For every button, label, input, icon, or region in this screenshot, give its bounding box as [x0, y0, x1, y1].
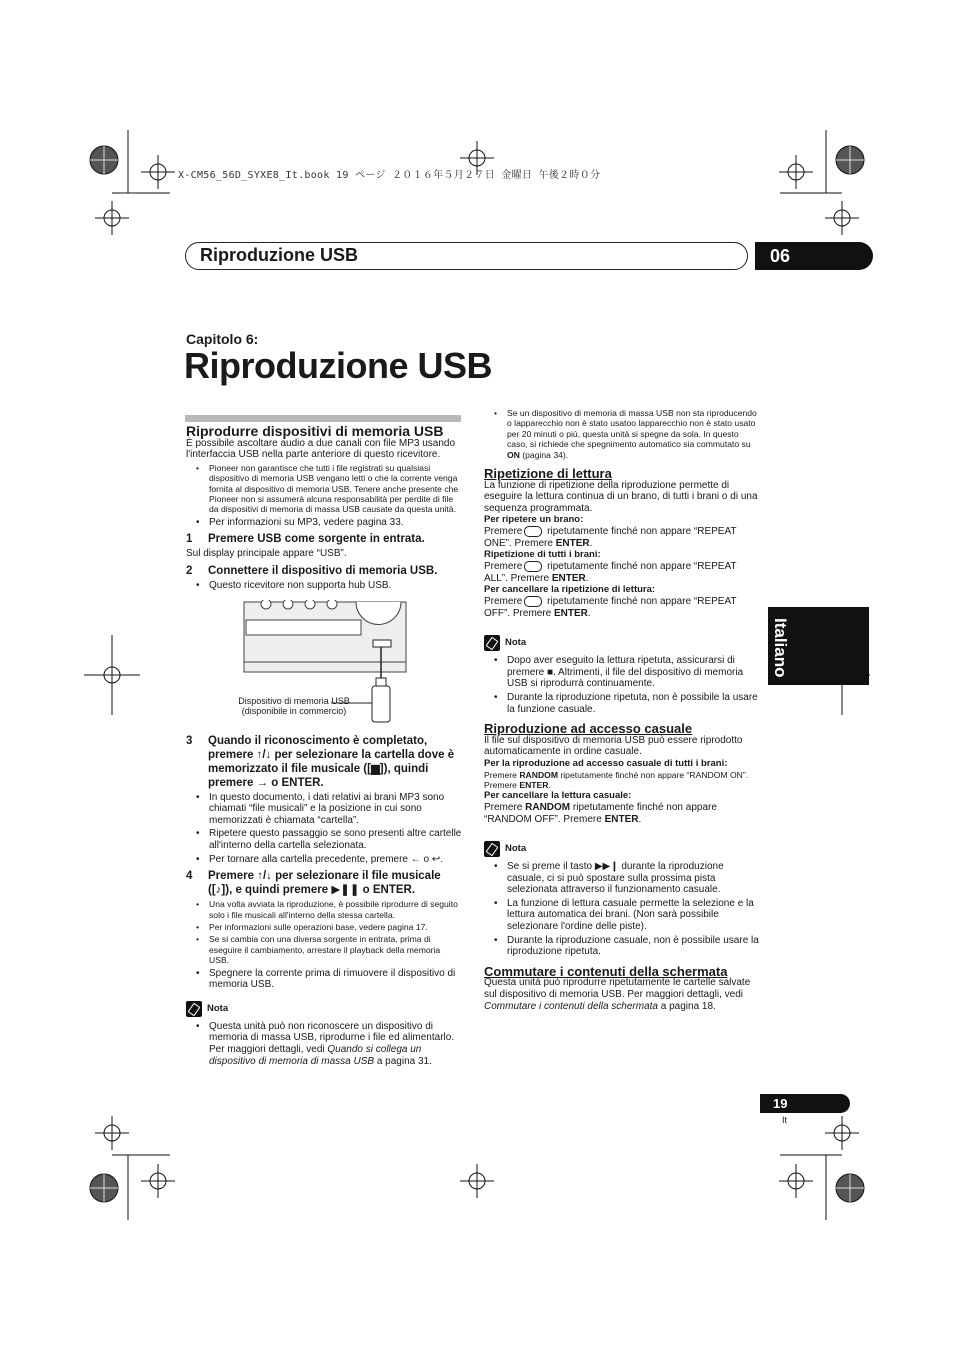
random-intro: Il file sul dispositivo di memoria USB può essere riprodotto automaticamente in ordine casuale.: [484, 734, 743, 758]
crosshair-mark: [825, 1116, 859, 1150]
repeat-icon: [524, 561, 542, 572]
note-icon: [484, 841, 500, 857]
list-item: • Se si cambia con una diversa sorgente in entrata, prima di eseguire il cambiamento, arrestare il playback della memoria USB.: [209, 934, 462, 965]
intro-paragraph: È possibile ascoltare audio a due canali con file MP3 usando l'interfaccia USB nella parte anteriore di questo ricevitore.: [186, 437, 456, 461]
chapter-label: Capitolo 6:: [186, 331, 259, 347]
note-item: • Durante la riproduzione casuale, non è possibile usare la riproduzione ripetuta.: [507, 935, 760, 958]
crosshair-mark: [779, 1164, 813, 1198]
step-1-text: Sul display principale appare “USB”.: [186, 548, 347, 560]
chapter-number-badge: 06: [755, 242, 873, 270]
list-item: • Una volta avviata la riproduzione, è possibile riprodurre di seguito solo i file musicali all'interno della stessa cartella.: [209, 899, 462, 920]
diagram-caption: Dispositivo di memoria USB: [238, 695, 350, 706]
list-item: • Per informazioni su MP3, vedere pagina 33.: [209, 517, 462, 529]
crosshair-mark: [825, 201, 859, 235]
repeat-off-label: Per cancellare la ripetizione di lettura:: [484, 584, 656, 596]
step-4: 4 Premere ↑/↓ per selezionare il file musicale ([♪]), e quindi premere ▶❚❚ o ENTER.: [186, 870, 441, 897]
random-off-label: Per cancellare la lettura casuale:: [484, 790, 632, 802]
section-header-title: Riproduzione USB: [200, 245, 358, 265]
list-item: • Spegnere la corrente prima di rimuovere il dispositivo di memoria USB.: [209, 968, 462, 991]
crosshair-mark: [95, 201, 129, 235]
list-item: • Questo ricevitore non supporta hub USB.: [209, 580, 462, 592]
crosshair-mark: [460, 1164, 494, 1198]
note-item: • Dopo aver eseguito la lettura ripetuta, assicurarsi di premere ■. Altrimenti, il file del dispositivo di memoria USB si riprodurrà continuamente.: [507, 655, 760, 690]
note-header: Nota: [186, 1001, 462, 1017]
note-item: • Durante la riproduzione ripetuta, non è possibile la usare la funzione casuale.: [507, 692, 760, 715]
random-on-text: Premere RANDOM ripetutamente finché non appare “RANDOM ON”. Premere ENTER.: [484, 769, 749, 790]
step-3: 3 Quando il riconoscimento è completato, premere ↑/↓ per selezionare la cartella dove è memorizzato il file musicale ([▆]), quindi premere → o ENTER.: [186, 734, 455, 789]
usb-connection-diagram: [206, 600, 426, 730]
repeat-heading: Ripetizione di lettura: [484, 466, 612, 482]
note-header: Nota: [484, 841, 760, 857]
list-item: • Pioneer non garantisce che tutti i file registrati su qualsiasi dispositivo di memoria USB vengano letti o che la corrente venga fornita al dispositivo di memoria USB. Tenere anche presente che Pioneer non si assumerà alcuna responsabilità per perdite di file da dispositivi di memoria di massa USB causate da questa unità.: [209, 463, 462, 515]
note-icon: [186, 1001, 202, 1017]
page-title: Riproduzione USB: [184, 345, 492, 386]
language-tab-label: Italiano: [771, 618, 790, 678]
repeat-icon: [524, 526, 542, 537]
random-on-label: Per la riproduzione ad accesso casuale di tutti i brani:: [484, 757, 728, 769]
list-item: • Per informazioni sulle operazioni base, vedere pagina 17.: [209, 922, 462, 932]
crosshair-mark: [141, 155, 175, 189]
repeat-off-text: Premere ripetutamente finché non appare “REPEAT OFF”. Premere ENTER.: [484, 595, 737, 619]
right-column: [484, 408, 760, 1012]
section-heading: Riprodurre dispositivi di memoria USB: [186, 423, 444, 439]
list-item: • Se un dispositivo di memoria di massa USB non sta riproducendo o lapparecchio non è stato usatoo lapparecchio non è stato usato per 20 minuti o più, questa unità si spegne da sola. In questo caso, si richiede che spegnimento automatico sia commutato su ON (pagina 34).: [507, 408, 760, 460]
note-item: • La funzione di lettura casuale permette la selezione e la lettura automatica dei brani. (Non sarà possibile selezionare l'ordine delle piste).: [507, 898, 760, 933]
random-heading: Riproduzione ad accesso casuale: [484, 721, 693, 737]
list-item: • In questo documento, i dati relativi ai brani MP3 sono chiamati “file musicali” e la posizione in cui sono memorizzati è chiamata “cartella”.: [209, 792, 462, 827]
note-item: • Questa unità può non riconoscere un dispositivo di memoria di massa USB, riprodurne i file ed alimentarlo. Per maggiori dettagli, vedi Quando si collega un dispositivo di memoria di massa USB a pagina 31.: [209, 1021, 462, 1067]
left-column: [186, 423, 462, 1069]
switch-heading: Commutare i contenuti della schermata: [484, 963, 728, 979]
note-item: • Se si preme il tasto ▶▶❙ durante la riproduzione casuale, ci si può spostare sulla prossima pista selezionata attraverso il funzionamento casuale.: [507, 861, 760, 896]
repeat-all-text: Premere ripetutamente finché non appare “REPEAT ALL”. Premere ENTER.: [484, 561, 737, 584]
section-divider: [185, 415, 461, 422]
repeat-one-text: Premere ripetutamente finché non appare “REPEAT ONE”. Premere ENTER.: [484, 526, 737, 549]
note-header: Nota: [484, 635, 760, 651]
page-language-code: It: [782, 1115, 788, 1125]
repeat-all-label: Ripetizione di tutti i brani:: [484, 549, 601, 561]
note-icon: [484, 635, 500, 651]
crosshair-mark: [84, 635, 140, 715]
switch-text: Questa unità può riprodurre ripetutamente le cartelle salvate sul dispositivo di memoria USB. Per maggiori dettagli, vedi Commutare i contenuti della schermata a pagina 18.: [484, 977, 751, 1012]
repeat-intro: La funzione di ripetizione della riproduzione permette di eseguire la lettura continua di un brano, di tutti i brani o di una sequenza programmata.: [484, 479, 758, 514]
list-item: • Ripetere questo passaggio se sono presenti altre cartelle all'interno della cartella selezionata.: [209, 828, 462, 851]
random-off-text: Premere RANDOM ripetutamente finché non appare “RANDOM OFF”. Premere ENTER.: [484, 801, 717, 825]
book-info-line: X-CM56_56D_SYXE8_It.book 19 ページ ２０１６年５月２７日 金曜日 午後２時０分: [178, 170, 601, 181]
page-number-badge: 19: [760, 1094, 850, 1113]
crosshair-mark: [95, 1116, 129, 1150]
repeat-one-label: Per ripetere un brano:: [484, 514, 584, 526]
diagram-caption: (disponibile in commercio): [241, 705, 347, 716]
repeat-icon: [524, 596, 542, 607]
step-1: 1 Premere USB come sorgente in entrata.: [186, 533, 425, 546]
crosshair-mark: [141, 1164, 175, 1198]
list-item: • Per tornare alla cartella precedente, premere ← o ↩.: [209, 854, 462, 866]
step-2: 2 Connettere il dispositivo di memoria USB.: [186, 565, 438, 577]
crosshair-mark: [779, 155, 813, 189]
